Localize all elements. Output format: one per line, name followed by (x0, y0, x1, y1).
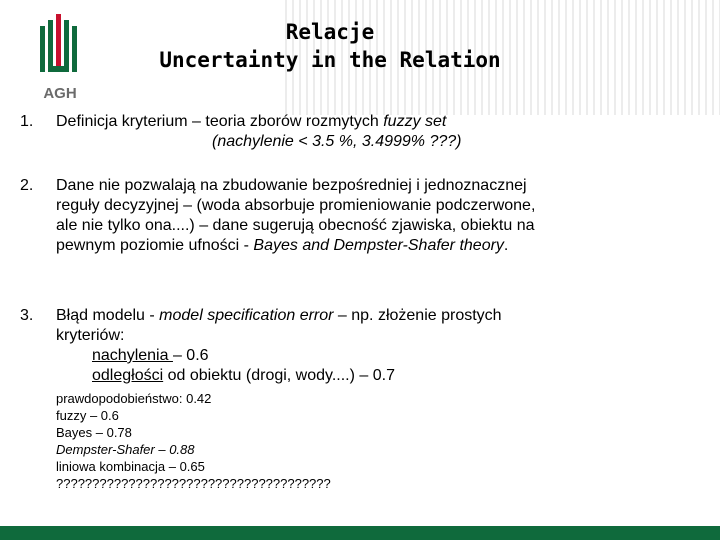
agh-logo (40, 14, 82, 104)
logo-text: AGH (43, 85, 77, 102)
item-number: 2. (20, 177, 34, 194)
title-line-2: Uncertainty in the Relation (159, 48, 501, 72)
italic-term: model specification error (159, 307, 334, 324)
title-line-1: Relacje (285, 20, 375, 44)
note-line: liniowa kombinacja – 0.65 (56, 459, 205, 474)
item-line: ale nie tylko ona....) – dane sugerują obecność zjawiska, obiektu na (56, 217, 535, 234)
text-segment: od obiektu (drogi, wody....) – 0.7 (163, 367, 395, 384)
italic-note: (nachylenie < 3.5 %, 3.4999% ???) (212, 133, 462, 150)
italic-term: fuzzy set (383, 113, 447, 130)
item-line: kryteriów: (56, 327, 125, 344)
item-line (56, 132, 606, 152)
note-line: prawdopodobieństwo: 0.42 (56, 391, 212, 406)
item-line: reguły decyzyjnej – (woda absorbuje promieniowanie podczerwone, (56, 197, 536, 214)
notes-list (56, 390, 606, 492)
item-line (56, 112, 606, 132)
note-line: Dempster-Shafer – 0.88 (56, 442, 195, 457)
italic-term: Bayes and Dempster-Shafer theory (253, 237, 504, 254)
underlined-term: nachylenia (92, 347, 173, 364)
item-number: 1. (20, 113, 34, 130)
item-line: Dane nie pozwalają na zbudowanie bezpośredniej i jednoznacznej (56, 177, 527, 194)
bottom-bar (0, 526, 720, 540)
item-body (56, 112, 606, 152)
criterion-line (56, 346, 606, 366)
item-number: 3. (20, 307, 34, 324)
note-line: fuzzy – 0.6 (56, 408, 119, 423)
criterion-line (56, 366, 606, 386)
text-segment: . (503, 237, 509, 254)
item-line (56, 306, 606, 326)
slide-title (120, 18, 540, 74)
note-line: Bayes – 0.78 (56, 425, 132, 440)
text-segment: Błąd modelu - (56, 307, 160, 324)
note-line: ?????????????????????????????????????? (56, 476, 331, 491)
underlined-term: odległości (92, 367, 164, 384)
text-segment: Definicja kryterium – teoria zborów rozmytych (56, 113, 384, 130)
agh-logo-graphic (40, 14, 82, 104)
item-body (56, 306, 606, 492)
item-body (56, 176, 606, 256)
item-line (56, 236, 606, 256)
text-segment: – np. złożenie prostych (333, 307, 502, 324)
text-segment: pewnym poziomie ufności - (56, 237, 254, 254)
text-segment: – 0.6 (172, 347, 209, 364)
